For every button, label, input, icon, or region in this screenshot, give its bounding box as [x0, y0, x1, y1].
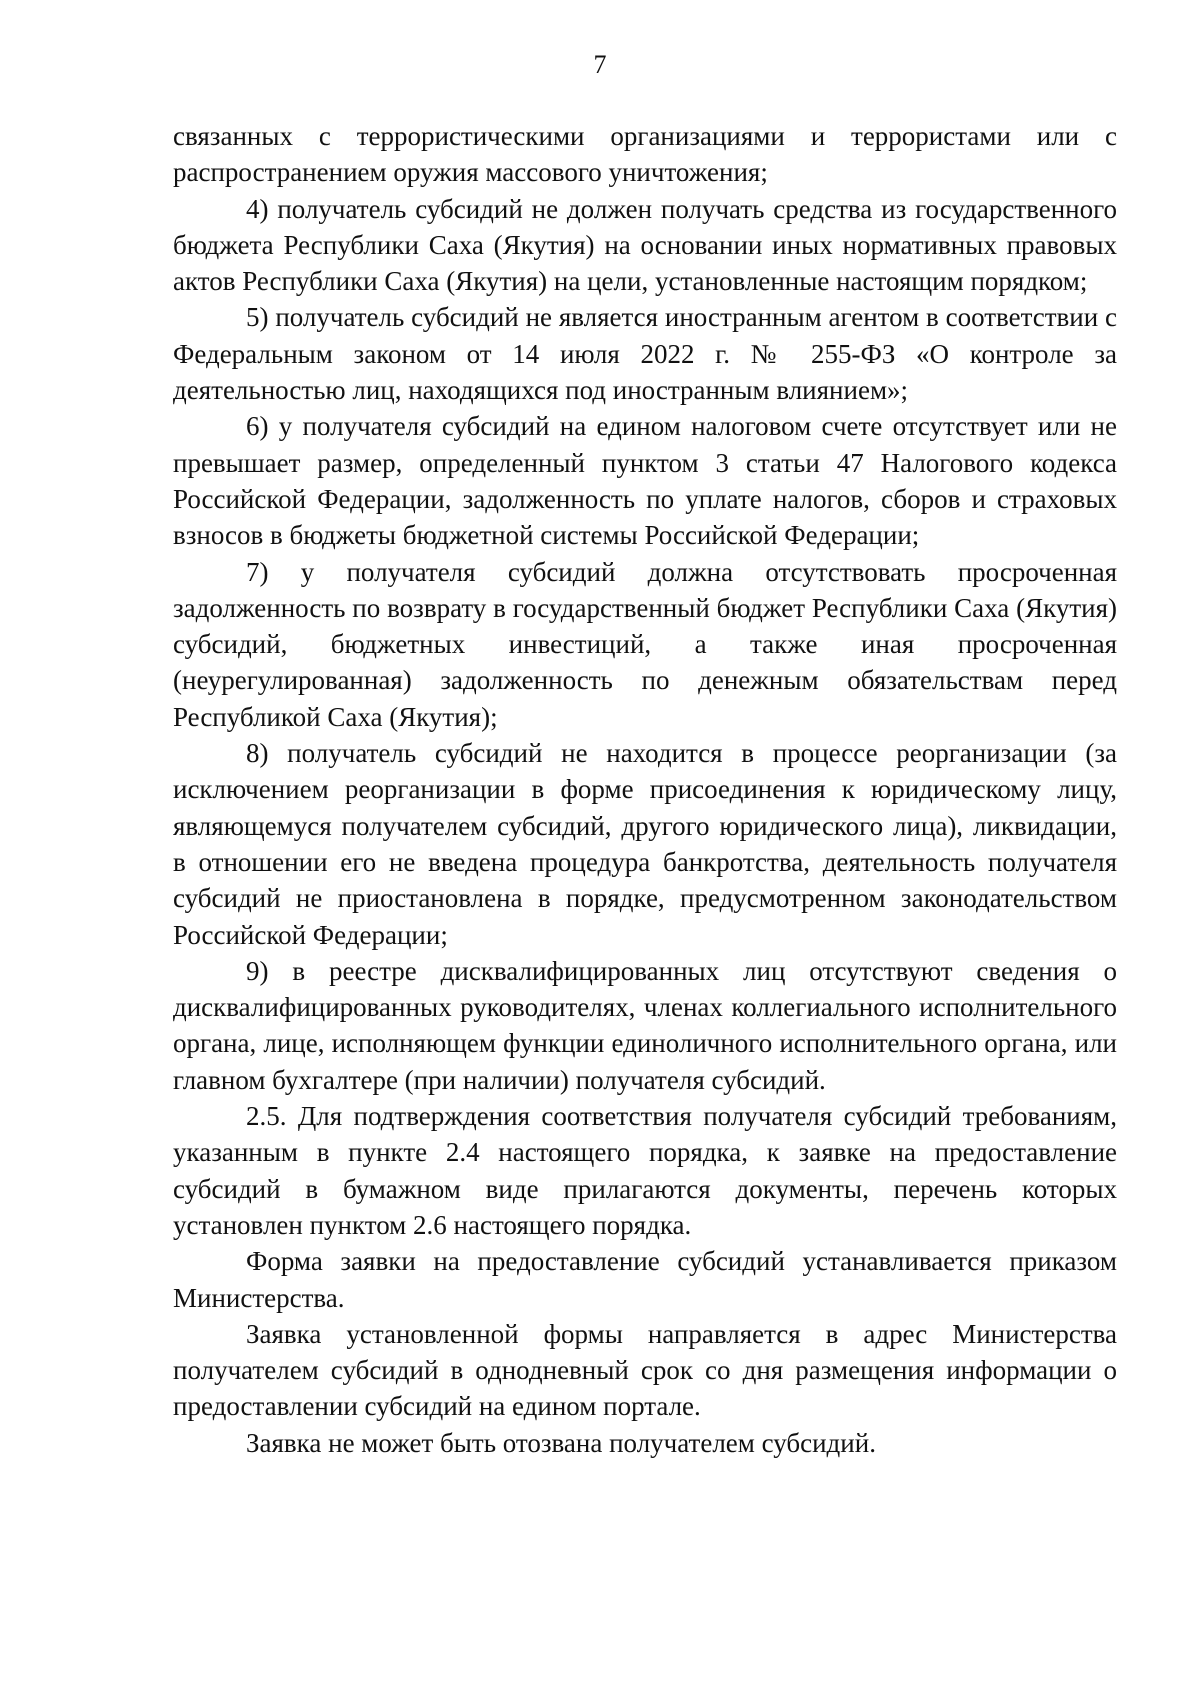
document-body	[173, 118, 1117, 1461]
paragraph-application-withdrawal: Заявка не может быть отозвана получателем субсидий.	[246, 1427, 876, 1458]
paragraph-application-form: Форма заявки на предоставление субсидий устанавливается приказом Министерства.	[173, 1246, 1117, 1313]
paragraph-item-6: 6) у получателя субсидий на едином налоговом счете отсутствует или не превышает размер, определенный пунктом 3 статьи 47 Налогового кодекса Российской Федерации, задолженность по уплате налогов, сборов и страховых взносов в бюджеты бюджетной системы Российской Федерации;	[173, 411, 1117, 551]
paragraph-item-9: 9) в реестре дисквалифицированных лиц отсутствуют сведения о дисквалифицированных руководителях, членах коллегиального исполнительного органа, лице, исполняющем функции единоличного исполнительного органа, или главном бухгалтере (при наличии) получателя субсидий.	[173, 955, 1117, 1095]
paragraph-item-7: 7) у получателя субсидий должна отсутствовать просроченная задолженность по возврату в государственный бюджет Республики Саха (Якутия) субсидий, бюджетных инвестиций, а также иная просроченная (неурегулированная) задолженность по денежным обязательствам перед Республикой Саха (Якутия);	[173, 556, 1117, 732]
paragraph-item-4: 4) получатель субсидий не должен получать средства из государственного бюджета Республики Саха (Якутия) на основании иных нормативных правовых актов Республики Саха (Якутия) на цели, установленные настоящим порядком;	[173, 193, 1117, 297]
page-number: 7	[593, 50, 607, 79]
paragraph-item-5: 5) получатель субсидий не является иностранным агентом в соответствии с Федеральным законом от 14 июля 2022 г. № 255-ФЗ «О контроле за деятельностью лиц, находящихся под иностранным влиянием»;	[173, 302, 1117, 406]
paragraph-section-2-5: 2.5. Для подтверждения соответствия получателя субсидий требованиям, указанным в пункте 2.4 настоящего порядка, к заявке на предоставление субсидий в бумажном виде прилагаются документы, перечень которых установлен пунктом 2.6 настоящего порядка.	[173, 1101, 1117, 1240]
paragraph-application-submission: Заявка установленной формы направляется в адрес Министерства получателем субсидий в однодневный срок со дня размещения информации о предоставлении субсидий на едином портале.	[173, 1318, 1117, 1422]
paragraph-continuation: связанных с террористическими организациями и террористами или с распространением оружия массового уничтожения;	[173, 121, 1117, 188]
paragraph-item-8: 8) получатель субсидий не находится в процессе реорганизации (за исключением реорганизации в форме присоединения к юридическому лицу, являющемуся получателем субсидий, другого юридического лица), ликвидации, в отношении его не введена процедура банкротства, деятельность получателя субсидий не приостановлена в порядке, предусмотренном законодательством Российской Федерации;	[173, 738, 1117, 950]
